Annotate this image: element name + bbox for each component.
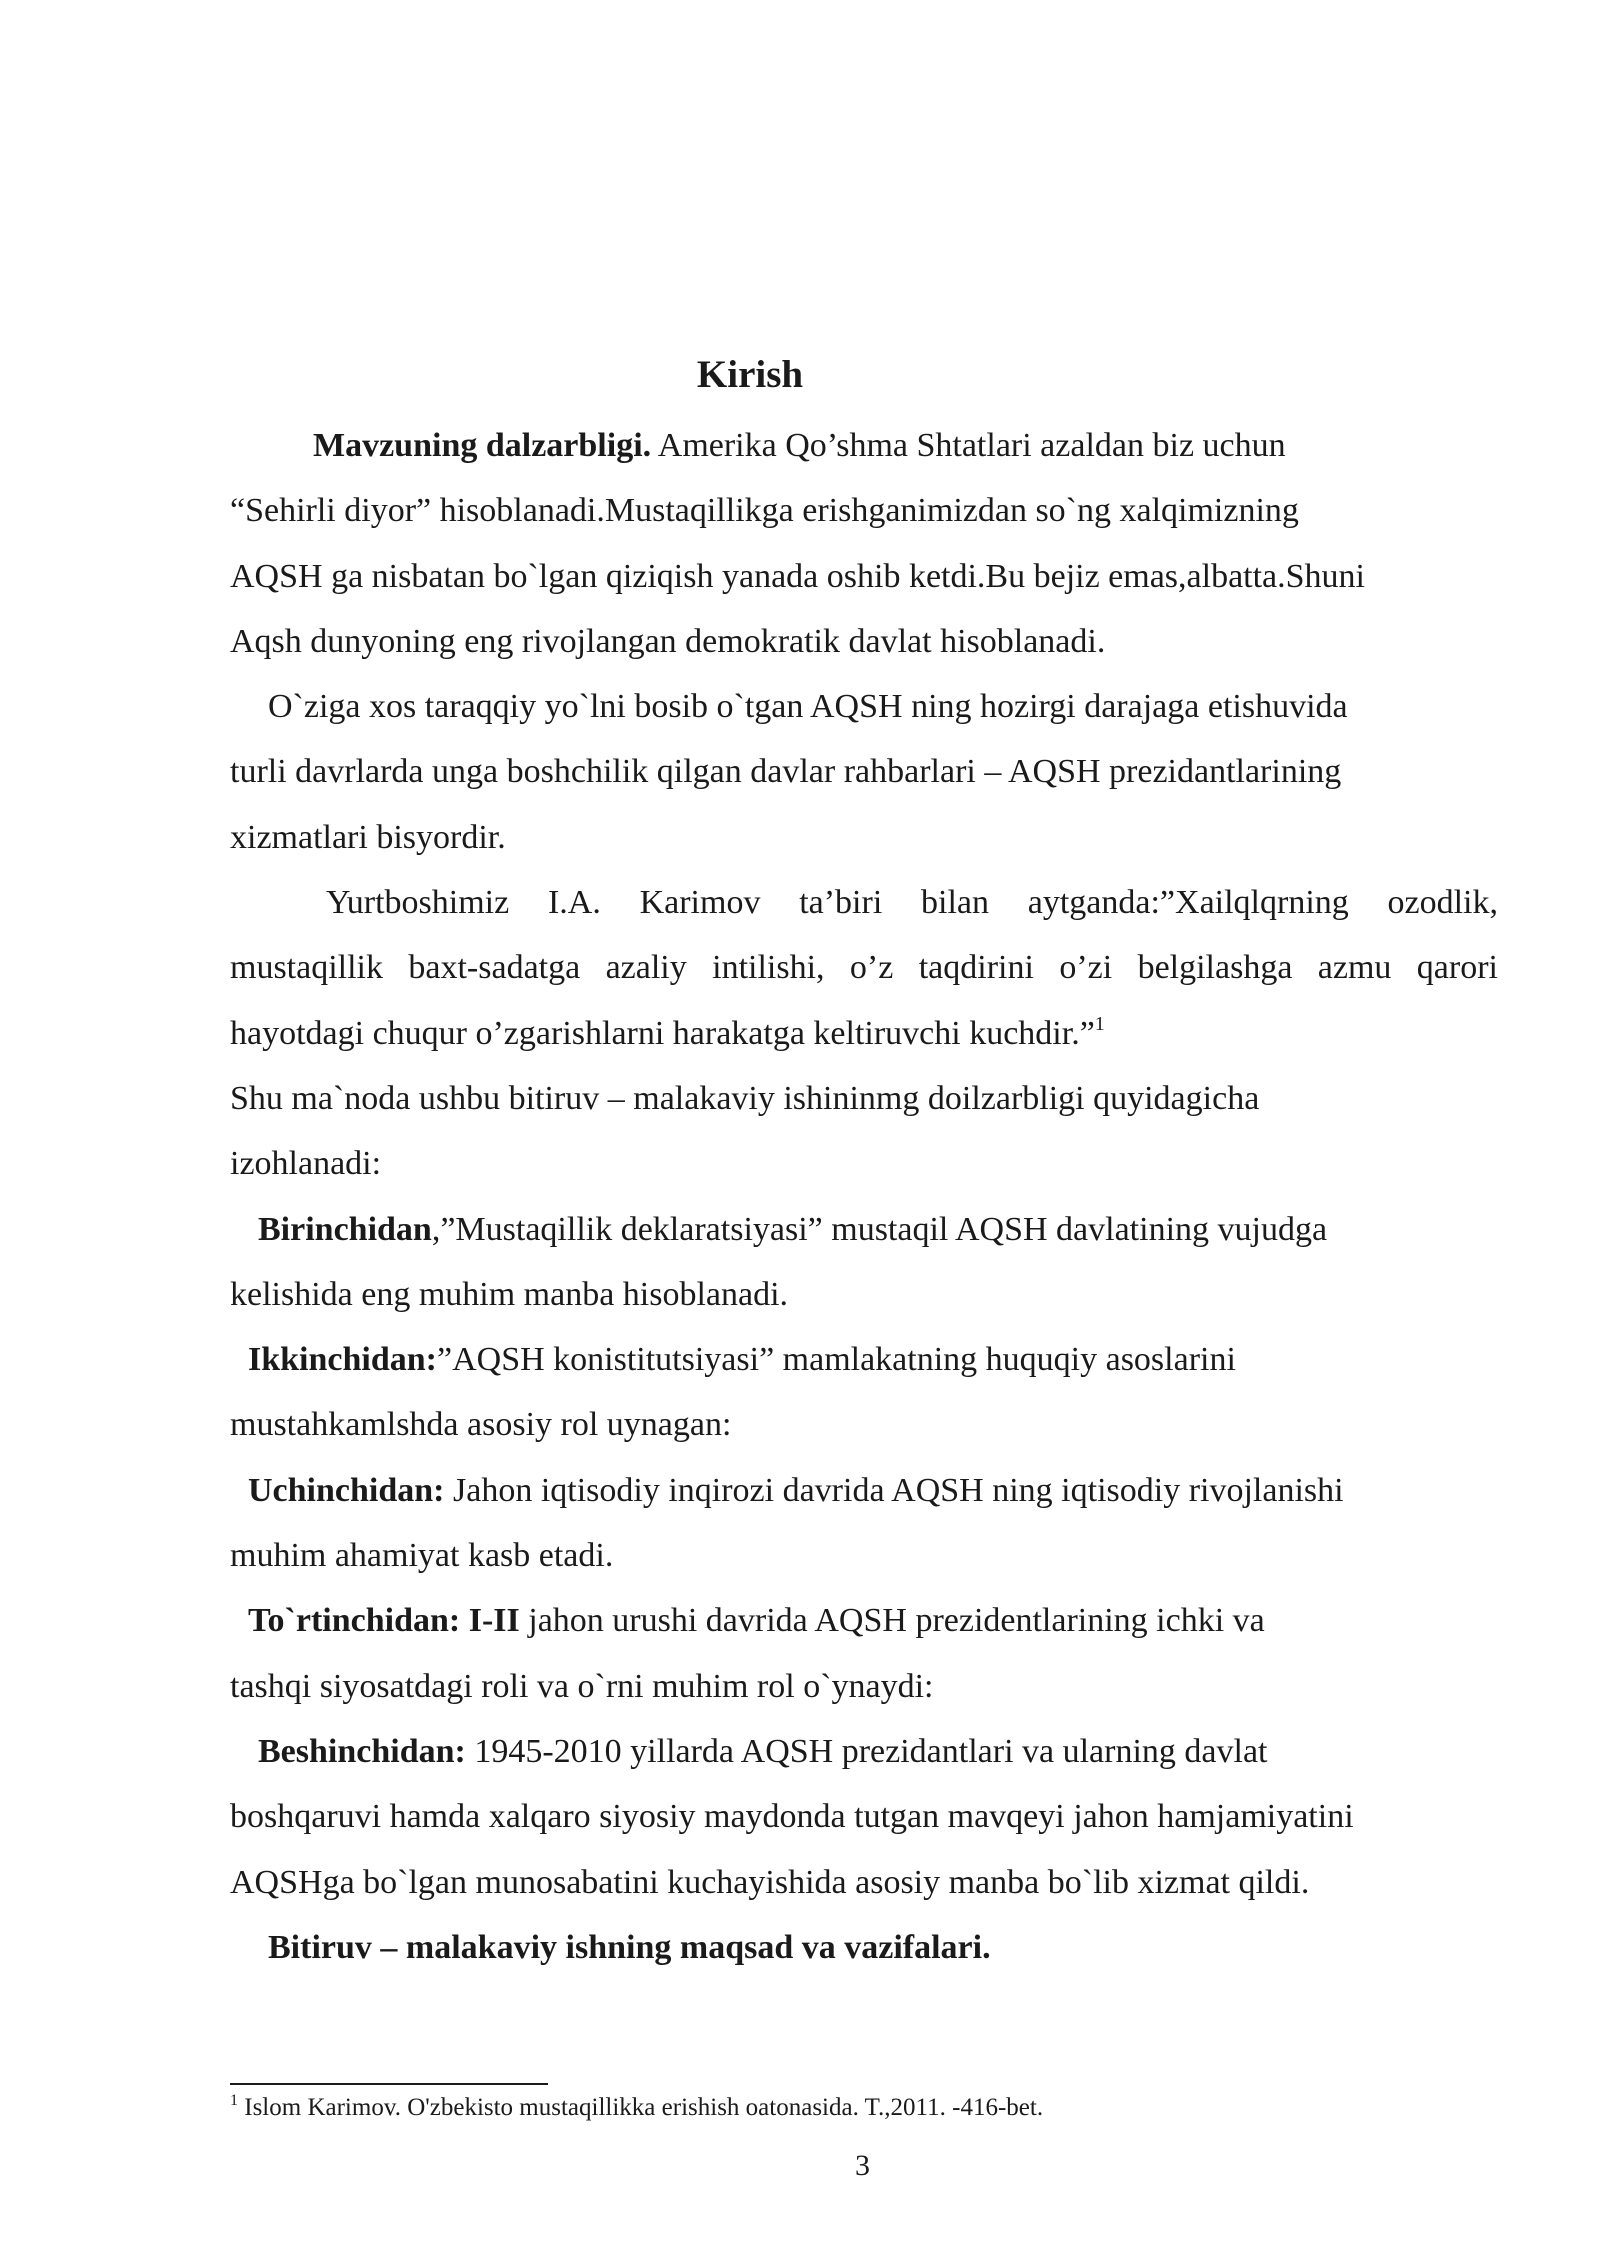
section-heading: Bitiruv – malakaviy ishning maqsad va vazifalari. <box>268 1928 991 1966</box>
body-text <box>230 413 1498 1980</box>
paragraph-line: Shu ma`noda ushbu bitiruv – malakaviy ishininmg doilzarbligi quyidagicha <box>230 1079 1260 1117</box>
paragraph-line: “Sehirli diyor” hisoblanadi.Mustaqillikga erishganimizdan so`ng xalqimizning <box>230 492 1299 530</box>
paragraph-line: turli davrlarda unga boshchilik qilgan davlar rahbarlari – AQSH prezidantlarining <box>230 753 1342 791</box>
paragraph-line: muhim ahamiyat kasb etadi. <box>230 1537 614 1575</box>
lead-bold-text: Birinchidan <box>258 1210 432 1248</box>
paragraph-line: boshqaruvi hamda xalqaro siyosiy maydonda tutgan mavqeyi jahon hamjamiyatini <box>230 1798 1354 1836</box>
paragraph-line: AQSH ga nisbatan bo`lgan qiziqish yanada oshib ketdi.Bu bejiz emas,albatta.Shuni <box>230 557 1365 595</box>
paragraph-line: AQSHga bo`lgan munosabatini kuchayishida asosiy manba bo`lib xizmat qildi. <box>230 1863 1310 1901</box>
footnote-text: Islom Karimov. O'zbekisto mustaqillikka erishish oatonasida. T.,2011. -416-bet. <box>238 2094 1044 2121</box>
paragraph-line: izohlanadi: <box>230 1145 382 1183</box>
lead-bold-text: Mavzuning dalzarbligi. <box>313 427 652 464</box>
page-number: 3 <box>855 2149 870 2182</box>
lead-bold-text: To`rtinchidan: I-II <box>248 1602 520 1640</box>
paragraph-line: kelishida eng muhim manba hisoblanadi. <box>230 1275 789 1313</box>
page-title: Kirish <box>696 353 804 396</box>
footnote <box>230 2090 1498 2126</box>
footnote-divider <box>230 2083 548 2085</box>
paragraph-line: mustahkamlshda asosiy rol uynagan: <box>230 1406 732 1444</box>
paragraph-line: Birinchidan,”Mustaqillik deklaratsiyasi” mustaqil AQSH davlatining vujudga <box>258 1210 1328 1248</box>
paragraph-line: Beshinchidan: 1945-2010 yillarda AQSH prezidantlari va ularning davlat <box>258 1732 1268 1770</box>
lead-bold-text: Ikkinchidan: <box>248 1341 437 1379</box>
paragraph-line: xizmatlari bisyordir. <box>230 818 506 856</box>
footnote-marker: 1 <box>230 2092 238 2109</box>
paragraph-line: To`rtinchidan: I-II jahon urushi davrida AQSH prezidentlarining ichki va <box>248 1602 1265 1640</box>
paragraph-line: Aqsh dunyoning eng rivojlangan demokratik davlat hisoblanadi. <box>230 622 1106 660</box>
paragraph-line: hayotdagi chuqur o’zgarishlarni harakatga keltiruvchi kuchdir.”$^1$ <box>230 1012 1105 1052</box>
footnote-reference: 1 <box>1094 1012 1105 1035</box>
lead-bold-text: Uchinchidan: <box>248 1471 445 1509</box>
paragraph-line: Uchinchidan: Jahon iqtisodiy inqirozi davrida AQSH ning iqtisodiy rivojlanishi <box>248 1471 1344 1509</box>
paragraph-line: Mavzuning dalzarbligi. Amerika Qo’shma Shtatlari azaldan biz uchun <box>313 427 1286 464</box>
paragraph-line: Yurtboshimiz I.A. Karimov ta’biri bilan aytganda:”Xailqlqrning ozodlik, <box>326 884 1498 922</box>
lead-bold-text: Beshinchidan: <box>258 1732 466 1770</box>
paragraph-line: tashqi siyosatdagi roli va o`rni muhim rol o`ynaydi: <box>230 1667 934 1705</box>
paragraph-line: mustaqillik baxt-sadatga azaliy intilishi, o’z taqdirini o’zi belgilashga azmu qarori <box>230 949 1498 987</box>
paragraph-line: O`ziga xos taraqqiy yo`lni bosib o`tgan AQSH ning hozirgi darajaga etishuvida <box>268 688 1348 726</box>
paragraph-line: Ikkinchidan:”AQSH konistitutsiyasi” mamlakatning huquqiy asoslarini <box>248 1341 1236 1379</box>
